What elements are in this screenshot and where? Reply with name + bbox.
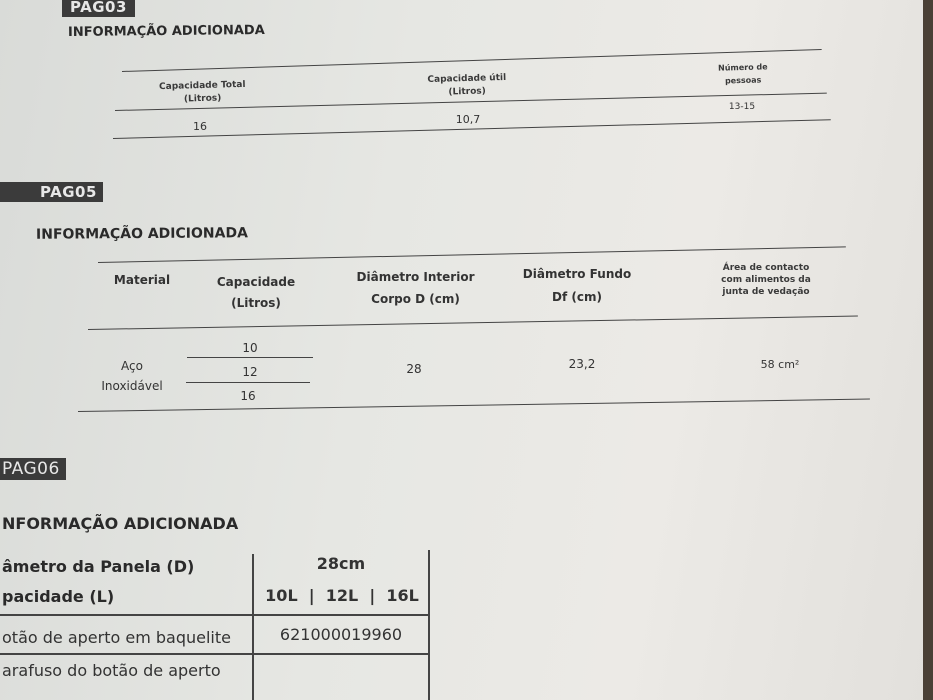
table-row-rule bbox=[0, 614, 430, 616]
header-capacidade: Capacidade (Litros) bbox=[216, 275, 296, 310]
section-title-pag06: NFORMAÇÃO ADICIONADA bbox=[2, 514, 239, 533]
table-rule-mid bbox=[88, 316, 858, 330]
cell-material: Aço Inoxidável bbox=[101, 359, 163, 393]
header-numero-pessoas: Número de pessoas bbox=[717, 62, 768, 86]
section-tag-pag05: PAG05 bbox=[0, 182, 103, 202]
header-capacidade-util: Capacidade útil (Litros) bbox=[427, 72, 507, 98]
header-area-contacto: Área de contacto com alimentos da junta de vedação bbox=[721, 263, 811, 297]
row-label-parafuso: arafuso do botão de aperto bbox=[2, 661, 221, 680]
capacity-divider bbox=[186, 382, 310, 383]
cell-diametro-fundo: 23,2 bbox=[568, 357, 596, 371]
cell-area-contacto: 58 cm² bbox=[760, 358, 800, 371]
section-title-pag05: INFORMAÇÃO ADICIONADA bbox=[35, 225, 248, 243]
row-label-capacidade: pacidade (L) bbox=[2, 587, 115, 606]
row-label-botao: otão de aperto em baquelite bbox=[2, 628, 231, 647]
section-tag-pag03: PAG03 bbox=[62, 0, 135, 17]
table-column-divider bbox=[252, 554, 254, 700]
table-right-border bbox=[428, 550, 430, 700]
row-value-botao: 621000019960 bbox=[279, 625, 403, 644]
row-value-diametro: 28cm bbox=[316, 554, 366, 573]
cell-diametro-interior: 28 bbox=[406, 362, 422, 376]
cell-capacidade-total: 16 bbox=[193, 120, 207, 133]
cell-capacidade-util: 10,7 bbox=[455, 113, 481, 126]
capacity-divider bbox=[187, 357, 313, 358]
row-label-diametro: âmetro da Panela (D) bbox=[2, 557, 195, 576]
section-title-pag03: INFORMAÇÃO ADICIONADA bbox=[67, 22, 265, 41]
header-diametro-fundo: Diâmetro Fundo Df (cm) bbox=[522, 267, 632, 304]
header-capacidade-total: Capacidade Total (Litros) bbox=[158, 79, 246, 105]
cell-numero-pessoas: 13-15 bbox=[728, 102, 756, 112]
header-material: Material bbox=[113, 273, 171, 287]
table-row-rule bbox=[0, 653, 430, 655]
row-value-capacidade: 10L | 12L | 16L bbox=[265, 586, 419, 605]
cell-capacity-16: 16 bbox=[240, 389, 256, 403]
table-rule-top bbox=[98, 246, 846, 263]
cell-capacity-12: 12 bbox=[242, 365, 258, 379]
page-edge bbox=[923, 0, 933, 700]
header-diametro-interior: Diâmetro Interior Corpo D (cm) bbox=[356, 270, 475, 306]
cell-capacity-10: 10 bbox=[242, 341, 258, 355]
section-tag-pag06: PAG06 bbox=[0, 458, 66, 480]
table-rule-bottom bbox=[78, 399, 870, 412]
